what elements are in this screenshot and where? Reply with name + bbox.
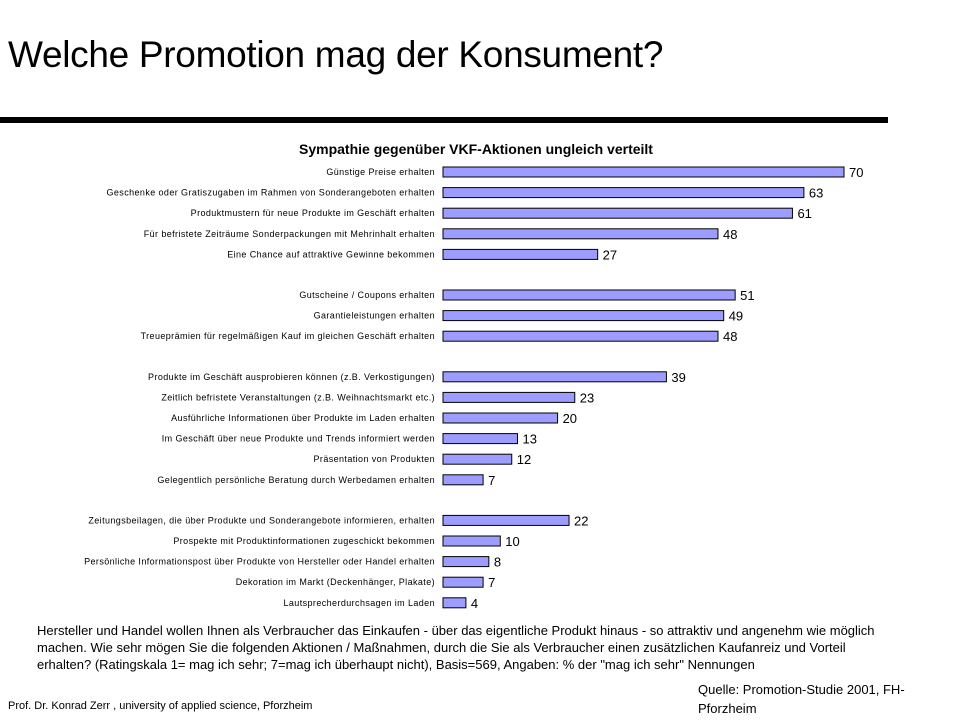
bar (443, 167, 844, 177)
value-label: 10 (505, 534, 520, 549)
value-label: 51 (740, 288, 755, 303)
value-label: 20 (562, 411, 578, 426)
category-label: Eine Chance auf attraktive Gewinne bekommen (227, 249, 435, 260)
category-label: Präsentation von Produkten (313, 454, 435, 465)
value-label: 4 (470, 595, 479, 610)
bar (443, 249, 598, 259)
bar (443, 577, 483, 587)
value-label: 7 (488, 575, 496, 591)
value-label: 12 (516, 452, 532, 468)
value-label: 39 (671, 369, 686, 385)
source-note: Quelle: Promotion-Studie 2001, FH-Pforzheim (698, 682, 905, 716)
bar (443, 311, 724, 321)
value-label: 70 (849, 165, 864, 180)
value-label: 61 (797, 206, 812, 222)
category-label: Im Geschäft über neue Produkte und Trends informiert werden (161, 433, 435, 444)
category-label: Produkte im Geschäft ausprobieren können (z.B. Verkostigungen) (148, 371, 435, 382)
category-label: Zeitlich befristete Veranstaltungen (z.B. Weihnachtsmarkt etc.) (161, 392, 435, 403)
value-label: 27 (602, 247, 618, 263)
bar (443, 515, 569, 525)
bar (443, 475, 483, 485)
page-title: Welche Promotion mag der Konsument? (8, 34, 664, 75)
footer-credit: Prof. Dr. Konrad Zerr , university of applied science, Pforzheim (8, 700, 313, 712)
category-label: Persönliche Informationspost über Produkte von Hersteller oder Handel erhalten (84, 556, 435, 567)
category-label: Für befristete Zeiträume Sonderpackungen mit Mehrinhalt erhalten (143, 228, 435, 239)
category-label: Gutscheine / Coupons erhalten (299, 290, 435, 300)
value-label: 49 (728, 308, 744, 324)
bar (443, 557, 489, 567)
bar (443, 598, 466, 608)
category-label: Gelegentlich persönliche Beratung durch Werbedamen erhalten (157, 474, 435, 485)
value-label: 48 (722, 329, 738, 345)
category-label: Dekoration im Markt (Deckenhänger, Plakate) (235, 577, 435, 588)
category-label: Günstige Preise erhalten (326, 167, 435, 177)
bar (443, 372, 666, 382)
bar (443, 290, 735, 300)
value-label: 8 (493, 554, 502, 570)
bar (443, 188, 804, 198)
bar (443, 434, 517, 444)
promotion-bar-chart (0, 130, 900, 610)
category-label: Ausführliche Informationen über Produkte im Laden erhalten (171, 413, 435, 423)
chart-title: Sympathie gegenüber VKF-Aktionen ungleich verteilt (299, 141, 653, 157)
survey-description: Hersteller und Handel wollen Ihnen als Verbraucher das Einkaufen - über das eigentliche Produkt hinaus - so attraktiv und angenehm wie möglich machen. Wie sehr mögen Sie die folgenden Aktionen / Maßnahmen, durch die Sie als Verbraucher einen zusätzlichen Kaufanreiz und Vorteil erhalten? (Ratingskala 1= mag ich sehr; 7=mag ich überhaupt nicht), Basis=569, Angaben: % der "mag ich sehr" Nennungen (37, 623, 875, 672)
value-label: 7 (488, 472, 496, 488)
bar (443, 392, 575, 402)
value-label: 63 (808, 185, 824, 201)
bar (443, 536, 500, 546)
value-label: 48 (722, 226, 738, 242)
bar (443, 413, 558, 423)
value-label: 22 (574, 513, 589, 529)
value-label: 13 (522, 431, 537, 447)
title-divider (0, 117, 888, 123)
bar (443, 331, 718, 341)
category-label: Treueprämien für regelmäßigen Kauf im gleichen Geschäft erhalten (140, 331, 435, 342)
bar (443, 208, 792, 218)
value-label: 23 (579, 390, 595, 406)
category-label: Geschenke oder Gratiszugaben im Rahmen von Sonderangeboten erhalten (106, 187, 435, 198)
category-label: Produktmustern für neue Produkte im Geschäft erhalten (190, 208, 435, 219)
category-label: Garantieleistungen erhalten (313, 310, 435, 321)
bar (443, 229, 718, 239)
category-label: Lautsprecherdurchsagen im Laden (283, 597, 435, 608)
category-label: Prospekte mit Produktinformationen zugeschickt bekommen (173, 536, 435, 546)
category-label: Zeitungsbeilagen, die über Produkte und Sonderangebote informieren, erhalten (88, 515, 435, 526)
bar (443, 454, 512, 464)
